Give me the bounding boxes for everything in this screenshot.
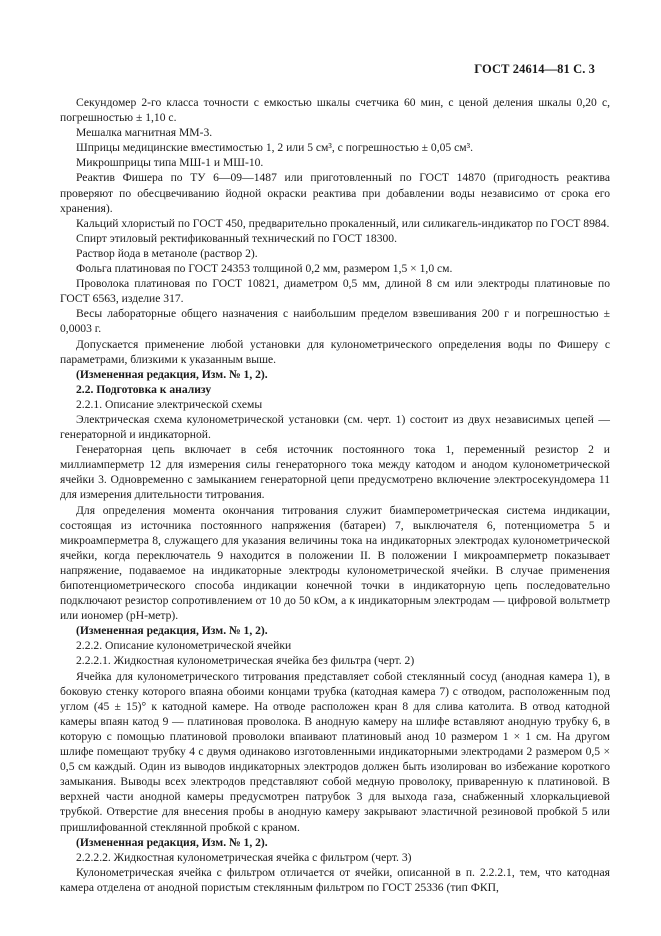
paragraph: Проволока платиновая по ГОСТ 10821, диаметром 0,5 мм, длиной 8 см или электроды платиновые по ГОСТ 6563, изделие 317. xyxy=(60,277,610,306)
paragraph: Ячейка для кулонометрического титрования представляет собой стеклянный сосуд (анодная камера 1), в боковую стенку которого впаяна обоими концами трубка (катодная камера 7) с отводом, расположенным под углом (45 ± 15)° к катодной камере. На отводе расположен кран 8 для слива католита. В отвод катодной камеры впаян катод 9 — платиновая проволока. В анодную камеру на шлифе вставляют анодную трубку 6, в которую с помощью платиновой проволоки впаивают платиновый анод 10 размером 1 × 1 см. На другом шлифе помещают трубку 4 с двумя одинаково изготовленными индикаторными электродами 2 размером 0,5 × 0,5 см каждый. Один из выводов индикаторных электродов должен быть изолирован во избежание короткого замыкания. Выводы всех электродов представляют собой медную проволоку, приваренную к платиновой. В верхней части анодной камеры предусмотрен патрубок 3 для выхода газа, снабженный хлоркальциевой трубкой. Отверстие для внесения пробы в анодную камеру закрывают эластичной резиновой пробкой 5 или пришлифованной стеклянной пробкой с краном. xyxy=(60,669,610,834)
bold-paragraph: (Измененная редакция, Изм. № 1, 2). xyxy=(76,835,268,849)
paragraph: 2.2.2. Описание кулонометрической ячейки xyxy=(76,639,292,653)
paragraph: Раствор йода в метаноле (раствор 2). xyxy=(76,246,258,260)
paragraph: Генераторная цепь включает в себя источник постоянного тока 1, переменный резистор 2 и миллиамперметр 12 для измерения силы генераторного тока между катодом и анодом кулонометрической ячейки 3. Одновременно с замыканием генераторной цепи предусмотрено включение электросекундомера 11 для измерения длительности титрования. xyxy=(60,443,610,502)
paragraph: Секундомер 2-го класса точности с емкостью шкалы счетчика 60 мин, с ценой деления шкалы 0,20 с, погрешностью ± 1,10 с. xyxy=(60,96,610,125)
document-body xyxy=(60,95,610,895)
paragraph: Шприцы медицинские вместимостью 1, 2 или 5 см³, с погрешностью ± 0,05 см³. xyxy=(76,141,473,155)
bold-paragraph: (Измененная редакция, Изм. № 1, 2). xyxy=(76,367,268,381)
paragraph: Мешалка магнитная ММ-3. xyxy=(76,126,213,140)
paragraph: Кулонометрическая ячейка с фильтром отличается от ячейки, описанной в п. 2.2.2.1, тем, что катодная камера отделена от анодной пористым стеклянным фильтром по ГОСТ 25336 (тип ФКП, xyxy=(60,865,610,894)
paragraph: 2.2.2.1. Жидкостная кулонометрическая ячейка без фильтра (черт. 2) xyxy=(76,654,415,668)
bold-paragraph: (Измененная редакция, Изм. № 1, 2). xyxy=(76,624,268,638)
paragraph: Весы лабораторные общего назначения с наибольшим пределом взвешивания 200 г и погрешностью ± 0,0003 г. xyxy=(60,307,610,336)
paragraph: Микрошприцы типа МШ-1 и МШ-10. xyxy=(76,156,264,170)
paragraph: Кальций хлористый по ГОСТ 450, предварительно прокаленный, или силикагель-индикатор по ГОСТ 8984. xyxy=(76,216,610,230)
paragraph: Электрическая схема кулонометрической установки (см. черт. 1) состоит из двух независимых цепей — генераторной и индикаторной. xyxy=(60,412,610,442)
paragraph: Реактив Фишера по ТУ 6—09—1487 или приготовленный по ГОСТ 14870 (пригодность реактива проверяют по обесцвечиванию йодной окраски реактива при добавлении воды независимо от срока его хранения). xyxy=(60,171,610,215)
paragraph: Для определения момента окончания титрования служит биамперометрическая система индикации, состоящая из источника постоянного напряжения (батареи) 7, выключателя 6, потенциометра 5 и микроамперметра 8, служащего для указания величины тока на индикаторных электродах кулонометрической ячейки, когда переключатель 9 находится в положении II. В положении I микроамперметр показывает напряжение, подаваемое на индикаторные электроды кулонометрической ячейки. В случае применения бипотенциометрического способа индикации конечной точки в индикаторную цепь последовательно подключают резистор сопротивлением от 10 до 50 кОм, а к индикаторным электродам — цифровой вольтметр или иономер (рН-метр). xyxy=(60,503,610,623)
paragraph: 2.2.2.2. Жидкостная кулонометрическая ячейка с фильтром (черт. 3) xyxy=(76,850,412,864)
paragraph: 2.2.1. Описание электрической схемы xyxy=(76,397,263,411)
paragraph: Спирт этиловый ректификованный технический по ГОСТ 18300. xyxy=(76,231,398,245)
paragraph: Допускается применение любой установки для кулонометрического определения воды по Фишеру с параметрами, близкими к указанным выше. xyxy=(60,337,610,366)
bold-paragraph: 2.2. Подготовка к анализу xyxy=(76,382,212,396)
paragraph: Фольга платиновая по ГОСТ 24353 толщиной 0,2 мм, размером 1,5 × 1,0 см. xyxy=(76,262,453,276)
page-header: ГОСТ 24614—81 С. 3 xyxy=(474,62,595,76)
